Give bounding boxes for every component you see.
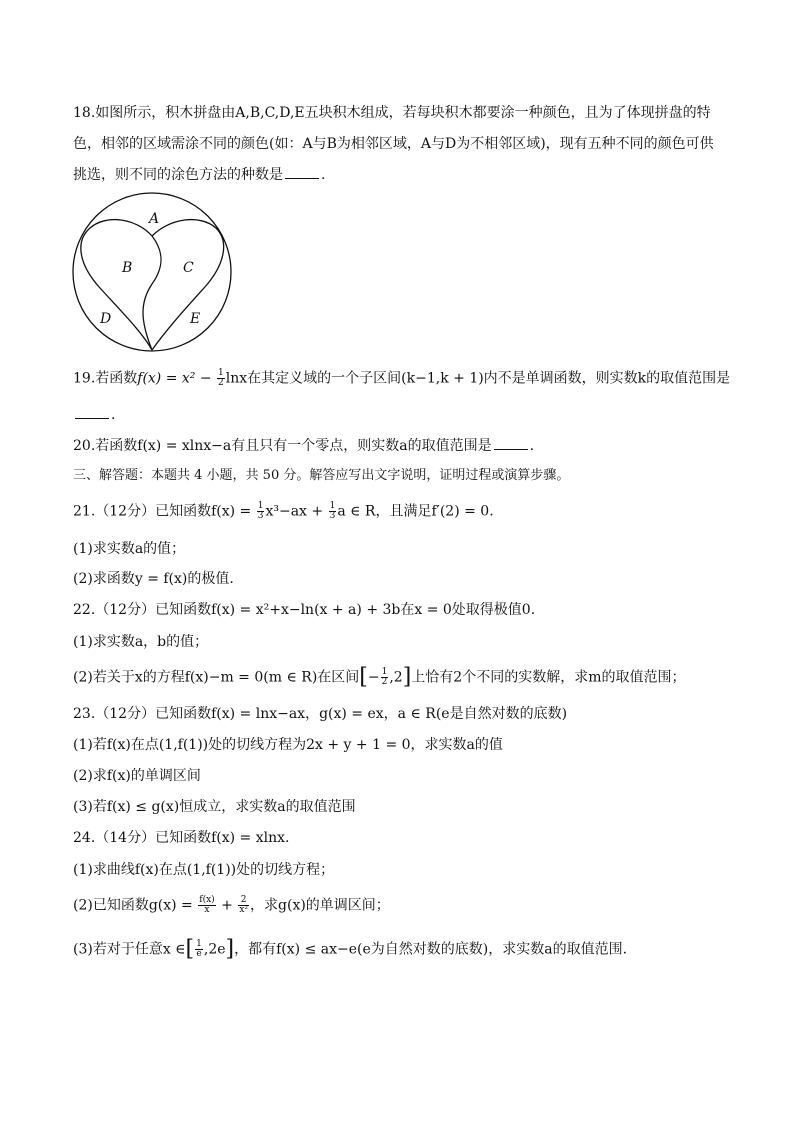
q23-stem: 23.（12分）已知函数f(x) = lnx−ax，g(x) = ex，a ∈ R(e是自然对数的底数) — [73, 706, 568, 722]
fraction: $\frac{1}{2}$ — [218, 368, 224, 388]
q23-part1: (1)若f(x)在点(1,f(1))处的切线方程为2x + y + 1 = 0，求实数a的值 — [73, 737, 503, 753]
label-b: B — [122, 260, 133, 276]
section-heading: 三、解答题：本题共 4 小题，共 50 分。解答应写出文字说明，证明过程或演算步骤。 — [73, 468, 570, 483]
q21-part1: (1)求实数a的值； — [73, 541, 186, 557]
q18-line1: 18.如图所示，积木拼盘由A,B,C,D,E五块积木组成，若每块积木都要涂一种颜色，且为了体现拼盘的特 — [73, 105, 711, 121]
figure-heart-right — [152, 220, 224, 350]
label-e: E — [190, 311, 201, 327]
q24-part3: (3)若对于任意x ∈[ $\frac{1}{e}$ ,2e]，都有f(x) ≤ ax−e(e为自然对数的底数)，求实数a的取值范围. — [73, 936, 628, 962]
q19-line1: 19.若函数f(x) = x² − $\frac{1}{2}$ lnx在其定义域的一个子区间(k−1,k + 1)内不是单调函数，则实数k的取值范围是 — [73, 368, 731, 388]
q20-line: 20.若函数f(x) = xlnx−a有且只有一个零点，则实数a的取值范围是 . — [73, 438, 535, 454]
q21-stem: 21.（12分）已知函数f(x) = $\frac{1}{3}$ x³−ax + $\frac{1}{3}$ a ∈ R，且满足f′(2) = 0. — [73, 501, 494, 521]
fraction: $\frac{1}{2}$ — [381, 667, 388, 687]
q18-line2: 色，相邻的区域需涂不同的颜色(如：A与B为相邻区域，A与D为不相邻区域)，现有五种不同的颜色可供 — [73, 136, 714, 152]
q24-stem: 24.（14分）已知函数f(x) = xlnx. — [73, 830, 290, 846]
label-c: C — [183, 260, 194, 276]
answer-blank — [494, 437, 528, 450]
q22-part1: (1)求实数a，b的值； — [73, 634, 209, 650]
q18-line3: 挑选，则不同的涂色方法的种数是 . — [73, 167, 326, 183]
fraction: $\frac{f(x)}{x}$ — [199, 895, 215, 915]
q24-part1: (1)求曲线f(x)在点(1,f(1))处的切线方程； — [73, 862, 335, 878]
figure-heart-left — [81, 220, 152, 350]
figure-heart-middle — [143, 236, 161, 350]
puzzle-figure — [70, 192, 236, 354]
q22-stem: 22.（12分）已知函数f(x) = x²+x−ln(x + a) + 3b在x = 0处取得极值0. — [73, 602, 536, 618]
q23-part3: (3)若f(x) ≤ g(x)恒成立，求实数a的取值范围 — [73, 799, 356, 815]
q24-part2: (2)已知函数g(x) = $\frac{f(x)}{x}$ + $\frac{2}{\text{x²}}$ ，求g(x)的单调区间； — [73, 895, 390, 915]
q22-part2: (2)若关于x的方程f(x)−m = 0(m ∈ R)在区间[− $\frac{1}{2}$ ,2]上恰有2个不同的实数解，求m的取值范围； — [73, 664, 686, 690]
q21-part2: (2)求函数y = f(x)的极值. — [73, 571, 234, 587]
fraction: $\frac{1}{3}$ — [257, 501, 264, 521]
answer-blank — [285, 166, 319, 179]
q23-part2: (2)求f(x)的单调区间 — [73, 768, 201, 784]
label-d: D — [100, 311, 112, 327]
answer-blank — [75, 406, 109, 419]
label-a: A — [149, 211, 160, 227]
fraction: $\frac{1}{3}$ — [329, 501, 336, 521]
fraction: $\frac{2}{\text{x²}}$ — [239, 895, 249, 915]
q19-line2: . — [73, 406, 723, 424]
fraction: $\frac{1}{e}$ — [196, 939, 202, 959]
